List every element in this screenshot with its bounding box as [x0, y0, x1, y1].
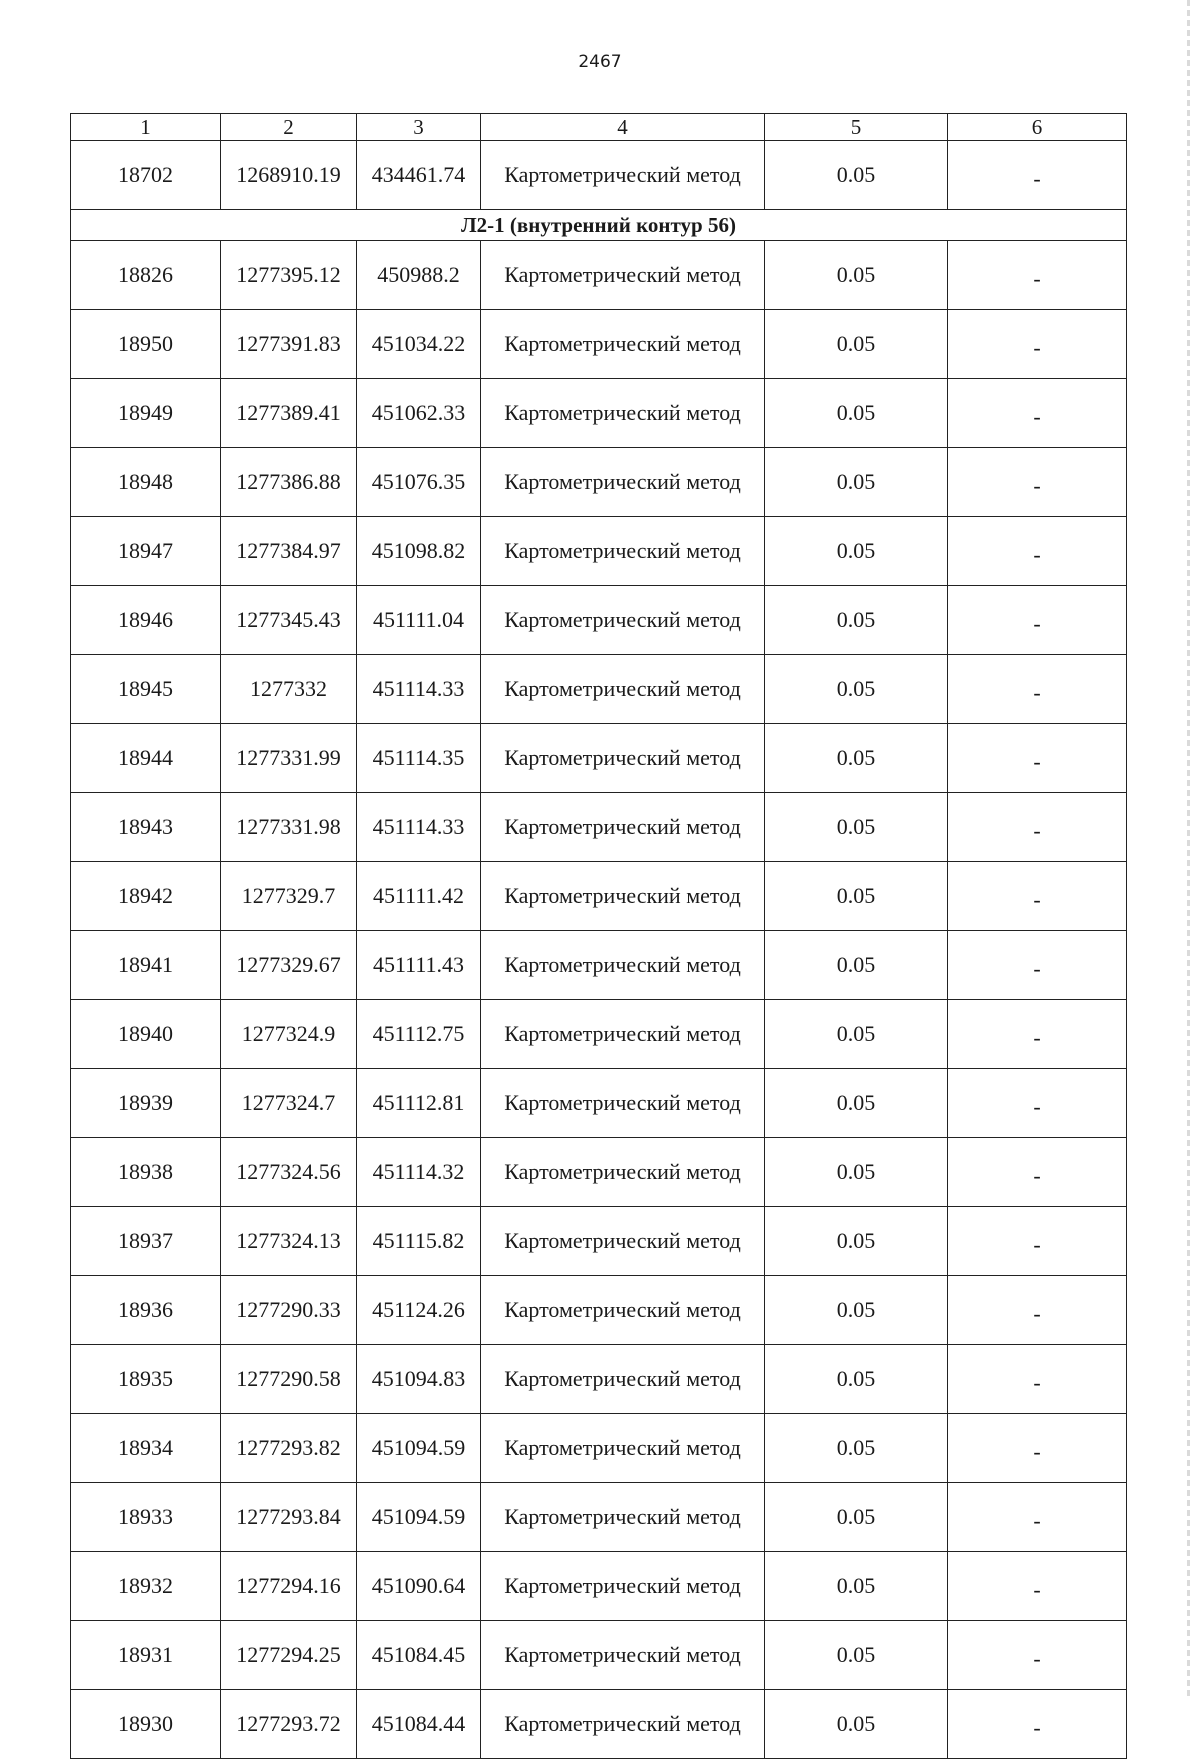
note-cell: - — [948, 655, 1127, 724]
coordinate-y-cell: 451090.64 — [357, 1552, 481, 1621]
note-cell: - — [948, 141, 1127, 210]
accuracy-cell: 0.05 — [765, 793, 948, 862]
point-number-cell: 18944 — [71, 724, 221, 793]
accuracy-cell: 0.05 — [765, 310, 948, 379]
coordinate-y-cell: 451124.26 — [357, 1276, 481, 1345]
coordinate-x-cell: 1277389.41 — [221, 379, 357, 448]
note-cell: - — [948, 1207, 1127, 1276]
note-cell: - — [948, 1138, 1127, 1207]
table-row — [71, 379, 1127, 448]
table-row — [71, 1276, 1127, 1345]
note-cell: - — [948, 862, 1127, 931]
coordinate-x-cell: 1277331.99 — [221, 724, 357, 793]
method-cell: Картометрический метод — [481, 517, 765, 586]
scan-edge-artifact — [1187, 0, 1190, 1696]
point-number-cell: 18938 — [71, 1138, 221, 1207]
coordinate-y-cell: 451114.32 — [357, 1138, 481, 1207]
point-number-cell: 18934 — [71, 1414, 221, 1483]
method-cell: Картометрический метод — [481, 1207, 765, 1276]
point-number-cell: 18935 — [71, 1345, 221, 1414]
method-cell: Картометрический метод — [481, 862, 765, 931]
point-number-cell: 18930 — [71, 1690, 221, 1759]
column-header: 6 — [948, 114, 1127, 141]
table-row — [71, 1621, 1127, 1690]
coordinate-x-cell: 1277290.58 — [221, 1345, 357, 1414]
method-cell: Картометрический метод — [481, 1414, 765, 1483]
table-row — [71, 241, 1127, 310]
note-cell: - — [948, 1000, 1127, 1069]
note-cell: - — [948, 1483, 1127, 1552]
accuracy-cell: 0.05 — [765, 1552, 948, 1621]
coordinate-y-cell: 451034.22 — [357, 310, 481, 379]
coordinate-x-cell: 1268910.19 — [221, 141, 357, 210]
table-row — [71, 586, 1127, 655]
method-cell: Картометрический метод — [481, 1000, 765, 1069]
coordinate-x-cell: 1277293.82 — [221, 1414, 357, 1483]
coordinate-x-cell: 1277329.7 — [221, 862, 357, 931]
note-cell: - — [948, 310, 1127, 379]
accuracy-cell: 0.05 — [765, 1207, 948, 1276]
coordinate-x-cell: 1277324.9 — [221, 1000, 357, 1069]
accuracy-cell: 0.05 — [765, 1069, 948, 1138]
point-number-cell: 18940 — [71, 1000, 221, 1069]
table-row — [71, 724, 1127, 793]
point-number-cell: 18826 — [71, 241, 221, 310]
point-number-cell: 18931 — [71, 1621, 221, 1690]
page-number: 2467 — [578, 52, 622, 72]
method-cell: Картометрический метод — [481, 1690, 765, 1759]
section-row — [71, 210, 1127, 241]
coordinate-y-cell: 451076.35 — [357, 448, 481, 517]
note-cell: - — [948, 1276, 1127, 1345]
coordinate-x-cell: 1277290.33 — [221, 1276, 357, 1345]
table-row — [71, 1345, 1127, 1414]
table-row — [71, 655, 1127, 724]
coordinate-y-cell: 450988.2 — [357, 241, 481, 310]
note-cell: - — [948, 448, 1127, 517]
coordinate-y-cell: 451111.04 — [357, 586, 481, 655]
note-cell: - — [948, 1690, 1127, 1759]
coordinate-y-cell: 451084.45 — [357, 1621, 481, 1690]
point-number-cell: 18945 — [71, 655, 221, 724]
column-header: 2 — [221, 114, 357, 141]
method-cell: Картометрический метод — [481, 1621, 765, 1690]
coordinate-x-cell: 1277324.7 — [221, 1069, 357, 1138]
note-cell: - — [948, 724, 1127, 793]
coordinate-y-cell: 451112.81 — [357, 1069, 481, 1138]
accuracy-cell: 0.05 — [765, 1138, 948, 1207]
accuracy-cell: 0.05 — [765, 724, 948, 793]
point-number-cell: 18947 — [71, 517, 221, 586]
method-cell: Картометрический метод — [481, 241, 765, 310]
note-cell: - — [948, 1621, 1127, 1690]
column-header: 1 — [71, 114, 221, 141]
method-cell: Картометрический метод — [481, 1483, 765, 1552]
section-title: Л2-1 (внутренний контур 56) — [71, 210, 1127, 241]
coordinate-y-cell: 451094.83 — [357, 1345, 481, 1414]
coordinate-x-cell: 1277391.83 — [221, 310, 357, 379]
table-row — [71, 141, 1127, 210]
note-cell: - — [948, 1345, 1127, 1414]
point-number-cell: 18936 — [71, 1276, 221, 1345]
note-cell: - — [948, 793, 1127, 862]
table-row — [71, 310, 1127, 379]
point-number-cell: 18702 — [71, 141, 221, 210]
method-cell: Картометрический метод — [481, 931, 765, 1000]
accuracy-cell: 0.05 — [765, 862, 948, 931]
note-cell: - — [948, 241, 1127, 310]
method-cell: Картометрический метод — [481, 724, 765, 793]
coordinate-x-cell: 1277331.98 — [221, 793, 357, 862]
coordinate-y-cell: 451111.43 — [357, 931, 481, 1000]
accuracy-cell: 0.05 — [765, 1414, 948, 1483]
column-header: 4 — [481, 114, 765, 141]
table-row — [71, 1552, 1127, 1621]
point-number-cell: 18950 — [71, 310, 221, 379]
table-row — [71, 517, 1127, 586]
note-cell: - — [948, 379, 1127, 448]
method-cell: Картометрический метод — [481, 655, 765, 724]
accuracy-cell: 0.05 — [765, 1621, 948, 1690]
coordinate-x-cell: 1277329.67 — [221, 931, 357, 1000]
table-header-row — [71, 114, 1127, 141]
point-number-cell: 18941 — [71, 931, 221, 1000]
note-cell: - — [948, 1414, 1127, 1483]
method-cell: Картометрический метод — [481, 1552, 765, 1621]
table-row — [71, 1069, 1127, 1138]
coordinate-y-cell: 451084.44 — [357, 1690, 481, 1759]
table-row — [71, 1483, 1127, 1552]
point-number-cell: 18948 — [71, 448, 221, 517]
method-cell: Картометрический метод — [481, 1069, 765, 1138]
coordinate-x-cell: 1277384.97 — [221, 517, 357, 586]
column-header: 3 — [357, 114, 481, 141]
coordinate-y-cell: 451114.33 — [357, 655, 481, 724]
coordinate-y-cell: 451114.35 — [357, 724, 481, 793]
accuracy-cell: 0.05 — [765, 1345, 948, 1414]
method-cell: Картометрический метод — [481, 141, 765, 210]
method-cell: Картометрический метод — [481, 586, 765, 655]
table-row — [71, 1000, 1127, 1069]
accuracy-cell: 0.05 — [765, 517, 948, 586]
note-cell: - — [948, 931, 1127, 1000]
coordinate-x-cell: 1277324.56 — [221, 1138, 357, 1207]
note-cell: - — [948, 1552, 1127, 1621]
coordinate-x-cell: 1277345.43 — [221, 586, 357, 655]
table-row — [71, 793, 1127, 862]
table-body — [71, 114, 1127, 1759]
accuracy-cell: 0.05 — [765, 1690, 948, 1759]
point-number-cell: 18949 — [71, 379, 221, 448]
accuracy-cell: 0.05 — [765, 1483, 948, 1552]
coordinate-x-cell: 1277294.16 — [221, 1552, 357, 1621]
point-number-cell: 18939 — [71, 1069, 221, 1138]
accuracy-cell: 0.05 — [765, 1276, 948, 1345]
coordinate-x-cell: 1277293.72 — [221, 1690, 357, 1759]
point-number-cell: 18932 — [71, 1552, 221, 1621]
point-number-cell: 18943 — [71, 793, 221, 862]
column-header: 5 — [765, 114, 948, 141]
point-number-cell: 18946 — [71, 586, 221, 655]
accuracy-cell: 0.05 — [765, 241, 948, 310]
accuracy-cell: 0.05 — [765, 655, 948, 724]
note-cell: - — [948, 517, 1127, 586]
coordinate-x-cell: 1277294.25 — [221, 1621, 357, 1690]
accuracy-cell: 0.05 — [765, 448, 948, 517]
table-row — [71, 1138, 1127, 1207]
accuracy-cell: 0.05 — [765, 931, 948, 1000]
coordinate-y-cell: 451111.42 — [357, 862, 481, 931]
accuracy-cell: 0.05 — [765, 586, 948, 655]
coordinate-y-cell: 434461.74 — [357, 141, 481, 210]
coordinates-table — [70, 113, 1127, 1759]
coordinate-x-cell: 1277332 — [221, 655, 357, 724]
coordinate-y-cell: 451062.33 — [357, 379, 481, 448]
table-row — [71, 862, 1127, 931]
method-cell: Картометрический метод — [481, 448, 765, 517]
point-number-cell: 18942 — [71, 862, 221, 931]
coordinate-y-cell: 451094.59 — [357, 1414, 481, 1483]
method-cell: Картометрический метод — [481, 379, 765, 448]
accuracy-cell: 0.05 — [765, 379, 948, 448]
coordinate-y-cell: 451094.59 — [357, 1483, 481, 1552]
table-row — [71, 1207, 1127, 1276]
coordinate-x-cell: 1277324.13 — [221, 1207, 357, 1276]
coordinate-y-cell: 451112.75 — [357, 1000, 481, 1069]
coordinate-y-cell: 451114.33 — [357, 793, 481, 862]
coordinate-x-cell: 1277293.84 — [221, 1483, 357, 1552]
method-cell: Картометрический метод — [481, 1138, 765, 1207]
method-cell: Картометрический метод — [481, 1345, 765, 1414]
accuracy-cell: 0.05 — [765, 1000, 948, 1069]
table-row — [71, 931, 1127, 1000]
coordinate-y-cell: 451115.82 — [357, 1207, 481, 1276]
coordinate-x-cell: 1277386.88 — [221, 448, 357, 517]
table-row — [71, 1414, 1127, 1483]
method-cell: Картометрический метод — [481, 1276, 765, 1345]
note-cell: - — [948, 586, 1127, 655]
point-number-cell: 18937 — [71, 1207, 221, 1276]
coordinate-x-cell: 1277395.12 — [221, 241, 357, 310]
table-row — [71, 1690, 1127, 1759]
table-row — [71, 448, 1127, 517]
point-number-cell: 18933 — [71, 1483, 221, 1552]
method-cell: Картометрический метод — [481, 310, 765, 379]
coordinate-y-cell: 451098.82 — [357, 517, 481, 586]
method-cell: Картометрический метод — [481, 793, 765, 862]
note-cell: - — [948, 1069, 1127, 1138]
accuracy-cell: 0.05 — [765, 141, 948, 210]
